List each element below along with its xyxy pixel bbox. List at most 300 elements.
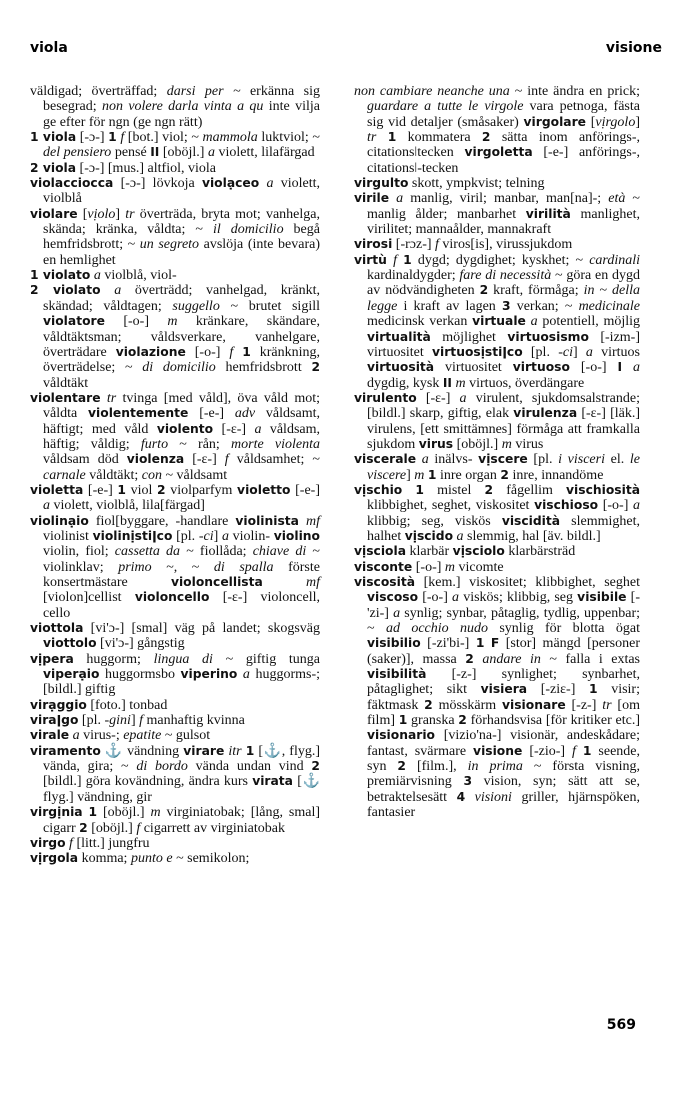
dictionary-entry	[354, 575, 640, 821]
headword: violentare	[30, 390, 101, 405]
headword: virtuosità	[367, 360, 435, 375]
italic-text: in prima	[467, 759, 523, 775]
italic-text: a	[266, 176, 274, 192]
headword: violento	[156, 421, 214, 436]
italic-text: a	[459, 390, 467, 406]
italic-text: non volere darla vinta a qu	[101, 99, 264, 115]
headword: visionare	[501, 697, 566, 712]
italic-text: darsi per ~	[166, 84, 241, 99]
dictionary-entry	[30, 744, 320, 805]
right-column	[354, 84, 640, 821]
entry-text	[465, 790, 474, 805]
entry-text: [-o-]	[569, 360, 618, 376]
entry-text: [-izm-] virtuositet	[367, 329, 640, 360]
headword: 1	[403, 252, 412, 267]
entry-text: vara petnoga, fästa sig vid detaljer (småsaker)	[367, 99, 640, 130]
headword: virtualità	[367, 329, 431, 344]
entry-text: tvinga [med våld], öva våld mot; våldta	[43, 390, 320, 422]
entry-text: virtuositet	[434, 360, 513, 376]
entry-text: ]	[406, 467, 415, 483]
entry-text: våldtäkt	[43, 375, 89, 391]
italic-text: -gini	[104, 713, 131, 729]
italic-text: i visceri	[558, 452, 605, 468]
entry-text: [-ɔ-] [mus.] altfiol, viola	[76, 160, 216, 176]
entry-text: [film.],	[405, 759, 468, 775]
entry-text: komma;	[78, 851, 131, 867]
dictionary-entry	[30, 483, 320, 514]
entry-text: ~ våldsamt	[161, 467, 228, 483]
dictionary-entry	[30, 836, 320, 851]
headword: violinạio	[30, 513, 89, 528]
italic-text: m	[501, 436, 512, 452]
dictionary-entry	[354, 176, 640, 191]
headword: violazione	[115, 344, 186, 359]
entry-text: [-ziɛ-]	[527, 682, 589, 698]
entry-text: begå hemfridsbrott; ~	[43, 222, 320, 253]
italic-text: a	[93, 268, 101, 284]
entry-text: [-o-]	[412, 559, 445, 575]
entry-text: kränkare, skändare, våldtäktsman; våldsverkare, vanhelgare, överträdare	[43, 314, 320, 360]
italic-text: a	[456, 528, 464, 544]
italic-text: vịolo	[87, 206, 116, 222]
headword: virata	[252, 774, 293, 789]
dictionary-entry	[354, 253, 640, 391]
dictionary-entry	[30, 621, 320, 652]
headword: 3	[463, 774, 472, 789]
entry-text: [om film]	[367, 697, 640, 729]
dictionary-entry	[354, 483, 640, 544]
headword: vịscere	[478, 452, 528, 467]
entry-text: [foto.] tonbad	[86, 697, 168, 713]
entry-text: virus-;	[79, 728, 124, 744]
italic-text: f	[224, 452, 229, 468]
headword: violare	[30, 206, 78, 221]
running-head-left: viola	[30, 40, 68, 56]
entry-text: [-zio-]	[522, 743, 573, 759]
entry-text: ]	[213, 528, 222, 544]
headword: violacciocca	[30, 176, 114, 191]
entry-text: [kem.] viskositet; klibbighet, seghet	[415, 575, 640, 590]
entry-text: [-ɔ-] lövkoja	[113, 176, 202, 192]
headword: viottola	[30, 621, 84, 636]
entry-text: i kraft av lagen	[397, 298, 502, 314]
entry-text: [-'zi-]	[367, 590, 640, 621]
headword: 1	[242, 344, 251, 359]
entry-text: ~ violinklav;	[43, 544, 320, 575]
entry-text: förhandsvisa [för kritiker etc.]	[466, 713, 640, 729]
entry-text: [-o-]	[418, 590, 453, 606]
headword: 1	[415, 482, 424, 497]
headword: viscidità	[501, 513, 561, 528]
headword: visconte	[354, 559, 413, 574]
entry-text: virtuos	[592, 344, 640, 360]
italic-text: a	[393, 605, 401, 621]
italic-text: fare di necessità	[459, 268, 552, 284]
headword: virtuale	[472, 314, 526, 329]
headword: viramento	[30, 743, 101, 758]
entry-text: kränkning, överträdelse; ~	[43, 344, 321, 376]
entry-text: [pl.	[78, 713, 105, 729]
entry-text: [oböjl.]	[87, 820, 137, 836]
entry-text: ]	[130, 713, 140, 729]
headword: F	[490, 636, 500, 651]
headword: virgulto	[354, 176, 409, 191]
entry-text: mösskärm	[432, 697, 502, 713]
entry-text: ]	[635, 114, 640, 130]
entry-text: kardinaldygder;	[367, 268, 460, 284]
headword: II	[150, 145, 160, 160]
headword: viottolo	[43, 636, 97, 651]
entry-text: [stor] mängd [personer (saker)], massa	[367, 636, 641, 667]
headword: 1 viola	[30, 130, 77, 145]
headword: virgo	[30, 835, 66, 850]
entry-text: huggorms-; [bildl.] giftig	[43, 667, 321, 698]
italic-text: punto e	[130, 851, 173, 867]
entry-text: fiol[byggare, -handlare	[88, 513, 236, 529]
entry-text: avslöja (inte bevara) en hemlighet	[43, 237, 321, 268]
italic-text: tr	[367, 130, 377, 146]
entry-text: [⚓, flyg.] vända, gira; ~	[43, 743, 321, 775]
dictionary-entry	[30, 713, 320, 728]
entry-text: vicomte	[455, 559, 504, 575]
entry-text: visir; fäktmask	[367, 682, 640, 713]
italic-text: m	[167, 314, 178, 330]
italic-text: a	[421, 452, 429, 468]
entry-text: [vizio'na-] visionär, andeskådare; fantast, svärmare	[367, 728, 640, 759]
entry-text: inte vilja ge efter för ngn (ge ngn rätt)	[43, 99, 320, 130]
entry-text: violin-	[228, 528, 274, 544]
entry-text: våldsamhet; ~	[228, 452, 320, 468]
headword: visionario	[367, 728, 435, 743]
italic-text: f	[435, 237, 439, 253]
headword: 1	[88, 805, 98, 820]
entry-text: violinist	[43, 528, 93, 544]
italic-text: furto	[140, 436, 169, 452]
entry-text: ~ gulsot	[161, 728, 211, 744]
entry-text: [oböjl.]	[453, 436, 502, 452]
italic-text: di spalla	[213, 559, 274, 575]
italic-text: f	[393, 252, 397, 268]
headword: violetta	[30, 482, 84, 497]
entry-text: inälvs-	[428, 452, 479, 468]
italic-text: guardare a tutte le virgole	[367, 99, 524, 115]
dictionary-entry	[30, 130, 320, 161]
entry-text: erkänna sig besegrad;	[43, 84, 320, 115]
entry-text: väldigad; överträffad;	[30, 84, 167, 99]
headword: vịschio	[354, 482, 403, 497]
entry-text	[376, 130, 387, 145]
entry-text: violett, violblå	[43, 176, 321, 207]
headword: vịsciolo	[452, 544, 505, 559]
headword: 2	[311, 360, 320, 375]
headword: violetto	[237, 482, 291, 497]
headword: vịsciola	[354, 544, 407, 559]
headword: virulenza	[513, 406, 578, 421]
headword: violoncello	[134, 590, 210, 605]
entry-text: [pl.	[527, 452, 559, 468]
italic-text: di domicilio	[142, 360, 216, 376]
headword: virosi	[354, 237, 393, 252]
dictionary-entry	[354, 452, 640, 483]
entry-text: [-ɛ-] [läk.] virulens, [ett smittämnes] förmåga att framkalla sjukdom	[367, 406, 640, 452]
italic-text: medicinale	[578, 298, 640, 314]
entry-text: [litt.] jungfru	[72, 835, 150, 851]
italic-text: ad occhio nudo	[385, 621, 488, 637]
headword: 2	[79, 820, 88, 835]
entry-text: seende, syn	[367, 743, 641, 775]
entry-text: inre organ	[436, 467, 501, 483]
headword: violino	[273, 528, 320, 543]
left-column	[30, 84, 320, 867]
entry-text: granska	[407, 713, 459, 729]
entry-text: ⚓ vändning	[100, 743, 184, 759]
italic-text: primo	[118, 559, 152, 575]
headword: 2	[424, 697, 433, 712]
italic-text: visioni	[474, 789, 512, 805]
headword: 2	[458, 713, 467, 728]
dictionary-entry	[30, 851, 320, 866]
entry-text: [-ɛ-]	[184, 452, 225, 468]
italic-text: epatite	[123, 728, 162, 744]
headword: visiera	[480, 682, 528, 697]
entry-text: ~ semikolon;	[172, 851, 250, 867]
entry-text: [oböjl.]	[97, 805, 151, 821]
italic-text: del pensiero	[43, 145, 112, 161]
entry-text: viol	[125, 482, 158, 498]
entry-text: luktviol; ~	[257, 130, 320, 146]
italic-text: a	[633, 360, 640, 376]
italic-text: f	[69, 835, 73, 851]
headword: virtuosịstiǀco	[432, 344, 523, 359]
italic-text: con	[141, 467, 162, 483]
italic-text: -ci	[198, 528, 214, 544]
headword: visibilità	[367, 667, 427, 682]
dictionary-entry	[30, 161, 320, 176]
entry-text: ~, ~	[151, 559, 214, 575]
italic-text: a	[221, 528, 229, 544]
headword: virare	[183, 743, 225, 758]
italic-text: f	[229, 344, 234, 360]
entry-text: [-o-]	[104, 314, 168, 330]
italic-text: a	[585, 344, 593, 360]
headword: 2	[500, 467, 509, 482]
entry-text: [-z-] synlighet; synbarhet, påtaglighet; sikt	[367, 667, 640, 698]
headword: 1	[582, 743, 592, 758]
headword: violinịstiǀco	[92, 528, 173, 543]
entry-text: våldsam död	[43, 452, 127, 468]
italic-text: a	[43, 498, 50, 514]
entry-text: synlig; synbar, påtaglig, tydlig, uppenbar; ~	[367, 605, 640, 637]
headword: vischioso	[534, 498, 599, 513]
entry-text: virtuos, överdängare	[465, 375, 585, 391]
entry-text: sätta inom anförings-, citationsǀtecken	[367, 130, 640, 161]
entry-text: kraft, förmåga;	[488, 283, 584, 299]
dictionary-entry	[354, 560, 640, 575]
entry-text: [-zi'bi-]	[420, 636, 476, 652]
headword: virgịnia	[30, 805, 83, 820]
italic-text: a	[114, 283, 122, 299]
entry-text: potentiell, möjlig	[537, 314, 641, 330]
entry-text: manlig, viril; manbar, man[na]-;	[403, 191, 609, 207]
entry-text	[101, 283, 115, 298]
italic-text: a	[254, 421, 262, 437]
entry-text: fågellim	[493, 482, 567, 498]
dictionary-entry	[30, 805, 320, 836]
italic-text: il domicilio	[212, 222, 284, 238]
italic-text: in	[583, 283, 595, 299]
italic-text: mf	[306, 513, 320, 529]
headword: 1	[245, 743, 255, 758]
headword: virile	[354, 191, 390, 206]
headword: 2	[311, 759, 320, 774]
italic-text: mf	[306, 575, 320, 590]
headword: virilità	[525, 206, 571, 221]
headword: 4	[456, 789, 466, 804]
dictionary-entry	[354, 544, 640, 559]
italic-text: f	[120, 130, 125, 146]
entry-text: [⚓ flyg.] vändning, gir	[43, 774, 320, 805]
italic-text: lingua di	[153, 651, 213, 667]
entry-text: slemmighet, halhet	[367, 513, 640, 544]
entry-text	[576, 744, 583, 759]
italic-text: f	[139, 713, 143, 729]
headword: 2	[481, 130, 491, 145]
entry-text: ~ brutet sigill	[219, 298, 320, 314]
entry-text: violett, lilafärgad	[214, 145, 315, 161]
dictionary-entry	[30, 514, 320, 621]
dictionary-entry	[30, 268, 320, 283]
headword: 1	[589, 682, 598, 697]
dictionary-entry	[30, 283, 320, 390]
entry-text: pensé	[111, 145, 151, 161]
headword: vịpera	[30, 651, 74, 666]
dictionary-entry	[30, 391, 320, 483]
italic-text: adv	[234, 406, 256, 422]
italic-text: età	[608, 191, 626, 207]
headword: viscosità	[354, 575, 415, 589]
entry-text: [violon]cellist	[43, 590, 135, 606]
page-number: 569	[606, 1017, 636, 1033]
headword: violentemente	[88, 406, 189, 421]
italic-text: vịrgolo	[595, 114, 636, 130]
entry-text: [-ɛ-]	[213, 421, 255, 437]
headword: virtuosismo	[507, 329, 589, 344]
headword: vịscido	[404, 528, 454, 543]
entry-text	[263, 575, 306, 590]
entry-text: [bot.] viol; ~	[124, 130, 203, 146]
headword: visibilio	[367, 636, 421, 651]
running-head-right: visione	[605, 40, 662, 56]
italic-text: chiave di	[252, 544, 307, 560]
headword: 1	[398, 713, 408, 728]
headword: virtù	[354, 252, 387, 267]
italic-text: tr	[602, 697, 612, 713]
entry-text: [-z-]	[565, 697, 603, 713]
entry-text: ~	[594, 283, 613, 299]
entry-text	[299, 514, 306, 529]
entry-text: ~ giftig tunga	[212, 651, 320, 667]
entry-text: [vi'ɔ-] gångstig	[96, 636, 185, 652]
entry-text: [-ɛ-]	[416, 390, 460, 406]
headword: vịrgola	[30, 851, 79, 866]
italic-text: m	[150, 805, 161, 821]
entry-text: vända undan vind	[187, 759, 312, 775]
headword: viperạio	[43, 667, 100, 682]
italic-text: carnale	[43, 467, 86, 483]
entry-text: skott, ympkvist; telning	[408, 176, 545, 192]
italic-text: mammola	[202, 130, 258, 146]
headword: I	[617, 360, 623, 375]
entry-text: klarbär	[406, 544, 453, 560]
entry-text	[233, 345, 242, 360]
italic-text: -ci	[558, 344, 573, 360]
italic-text: a	[396, 191, 404, 207]
entry-text: [-o-]	[185, 344, 230, 360]
headword: 1	[475, 636, 485, 651]
headword: virạggio	[30, 697, 87, 712]
dictionary-entry	[30, 698, 320, 713]
italic-text: m	[455, 375, 466, 391]
entry-text: ~ manlig ålder; manbarhet	[367, 191, 641, 222]
entry-text: klibbighet, seghet, viskositet	[367, 498, 535, 514]
italic-text: a	[452, 590, 460, 606]
italic-text: f	[572, 743, 576, 759]
entry-text: [-ɛ-] violoncell, cello	[43, 590, 321, 621]
entry-text: överträdd; vanhelgad, kränkt, skändad; våldtagen;	[43, 283, 321, 314]
italic-text: m	[444, 559, 456, 575]
entry-text: virus	[511, 436, 544, 452]
italic-text: m	[414, 467, 425, 483]
headword: 1 violato	[30, 268, 91, 283]
italic-text: cassetta da	[114, 544, 181, 560]
entry-text: [bildl.] göra kovändning, ändra kurs	[43, 774, 253, 790]
entry-text: [pl.	[172, 528, 199, 544]
entry-text: mistel	[423, 482, 485, 498]
entry-text: hemfridsbrott	[215, 360, 312, 376]
entry-text: vision, syn; sätt att se, betraktelsesätt	[367, 774, 640, 805]
italic-text: a	[207, 145, 215, 161]
entry-text: våldsamt, häftigt; med våld	[43, 406, 320, 437]
dictionary-entry	[30, 652, 320, 698]
entry-text: ]	[115, 206, 126, 222]
entry-text: ~ första visning, premiärvisning	[367, 759, 640, 790]
entry-text: ~ falla i extas	[540, 651, 640, 667]
entry-text: [-e-] anförings-, citationsǀ-tecken	[367, 145, 640, 176]
headword: viscoso	[367, 590, 419, 605]
headword: 1	[108, 130, 117, 145]
headword: 2 viola	[30, 160, 77, 175]
headword: virulento	[354, 390, 417, 405]
entry-text: viros[is], virussjukdom	[438, 237, 573, 253]
entry-text: [-e-]	[83, 482, 118, 498]
entry-text: violin, fiol;	[43, 544, 115, 560]
italic-text: andare in	[482, 651, 541, 667]
entry-text: [	[586, 114, 596, 130]
dictionary-entry	[354, 391, 640, 452]
headword: 2	[397, 759, 406, 774]
entry-text: [-e-]	[188, 406, 235, 422]
dictionary-entry	[30, 176, 320, 207]
entry-text: dygdig, kysk	[367, 375, 443, 391]
italic-text: a	[72, 728, 80, 744]
headword: violatore	[43, 314, 105, 329]
entry-text: dygd; dygdighet; kyskhet; ~	[411, 252, 590, 268]
italic-text: non cambiare neanche una	[354, 84, 510, 99]
headword: viraǀgo	[30, 713, 79, 728]
italic-text: della legge	[367, 283, 641, 314]
entry-text	[402, 483, 415, 498]
italic-text: morte violenta	[231, 436, 320, 452]
